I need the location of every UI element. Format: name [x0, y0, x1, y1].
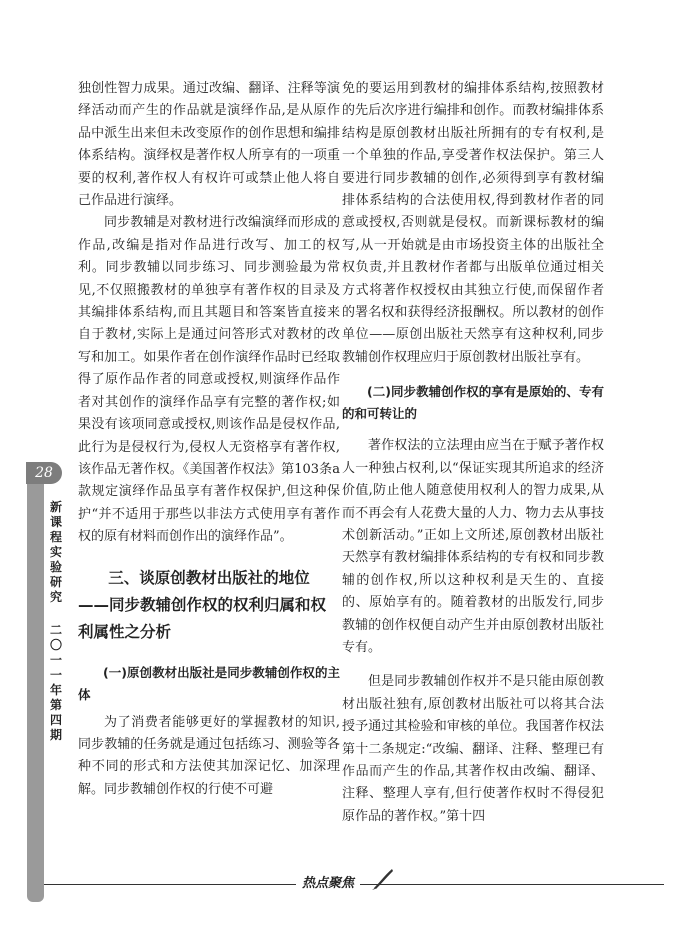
paragraph: 独创性智力成果。通过改编、翻译、注释等演绎活动而产生的作品就是演绎作品,是从原作品中派生出来但未改变原作的创作思想和编排体系结构。演绎权是著作权人所享有的一项重要的权利,著作权人有权许可或禁止他人将自己作品进行演绎。 [78, 81, 340, 209]
section-heading-line1: 三、谈原创教材出版社的地位 [108, 568, 310, 587]
paragraph: 为了消费者能够更好的掌握教材的知识,同步教辅的任务就是通过包括练习、测验等各种不同的形式和方法使其加深记忆、加深理解。同步教辅创作权的行使不可避 [78, 714, 340, 797]
right-column [342, 78, 604, 828]
footer-label: 热点聚焦 [296, 872, 360, 891]
journal-name [48, 500, 64, 743]
paragraph: 但是同步教辅创作权并不是只能由原创教材出版社独有,原创教材出版社可以将其合法授予通过其检验和审核的单位。我国著作权法第十二条规定:“改编、翻译、注释、整理已有作品而产生的作品,其著作权由改编、翻译、注释、整理人享有,但行使著作权时不得侵犯原作品的著作权。”第十四 [342, 674, 604, 824]
journal-issue: 第四期 [49, 698, 62, 742]
journal-title: 新课程实验研究 [49, 500, 62, 604]
paragraph: 同步教辅是对教材进行改编演绎而形成的作品,改编是指对作品进行改写、加工的权利。同步教辅以同步练习、同步测验最为常见,不仅照搬教材的单独享有著作权的目录及其编排体系结构,而且其题目和答案皆直接来自于教材,实际上是通过问答形式对教材的改写和加工。如果作者在创作演绎作品时已经取得了原作品作者的同意或授权,则演绎作品作者对其创作的演绎作品享有完整的著作权;如果没有该项同意或授权,则该作品是侵权作品,此行为是侵权行为,侵权人无资格享有著作权,该作品无著作权。《美国著作权法》第103条a款规定演绎作品虽享有著作权保护,但这种保护“并不适用于那些以非法方式使用享有著作权的原有材料而创作出的演绎作品”。 [78, 215, 340, 545]
page-number: 28 [26, 462, 62, 484]
pen-icon [370, 866, 396, 892]
journal-year: 二〇一一年 [49, 623, 62, 697]
subsection-heading: (一)原创教材出版社是同步教辅创作权的主体 [78, 664, 340, 702]
paragraph: 免的要运用到教材的编排体系结构,按照教材的先后次序进行编排和创作。而教材编排体系结构是原创教材出版社所拥有的专有权利,是一个单独的作品,享受著作权法保护。第三人要进行同步教辅的创作,必须得到享有教材编排体系结构的合法使用权,得到教材作者的同意或授权,否则就是侵权。而新课标教材的编写,从一开始就是由市场投资主体的出版社全权负责,并且教材作者都与出版单位通过相关方式将著作权授权由其独立行使,而保留作者的署名权和获得经济报酬权。所以教材的创作单位——原创出版社天然享有这种权利,同步教辅创作权理应归于原创教材出版社享有。 [342, 81, 604, 365]
section-heading [78, 565, 340, 646]
left-column [78, 78, 340, 801]
section-heading-line2: ——同步教辅创作权的权利归属和权利属性之分析 [78, 595, 327, 641]
sidebar-strip [27, 464, 44, 902]
paragraph: 著作权法的立法理由应当在于赋予著作权人一种独占权利,以“保证实现其所追求的经济价值,防止他人随意使用权利人的智力成果,从而不再会有人花费大量的人力、物力去从事技术创新活动。”正如上文所述,原创教材出版社天然享有教材编排体系结构的专有权和同步教辅的创作权,所以这种权利是天生的、直接的、原始享有的。随着教材的出版发行,同步教辅的创作权便自动产生并由原创教材出版社专有。 [342, 438, 604, 655]
subsection-heading: (二)同步教辅创作权的享有是原始的、专有的和可转让的 [342, 384, 604, 422]
